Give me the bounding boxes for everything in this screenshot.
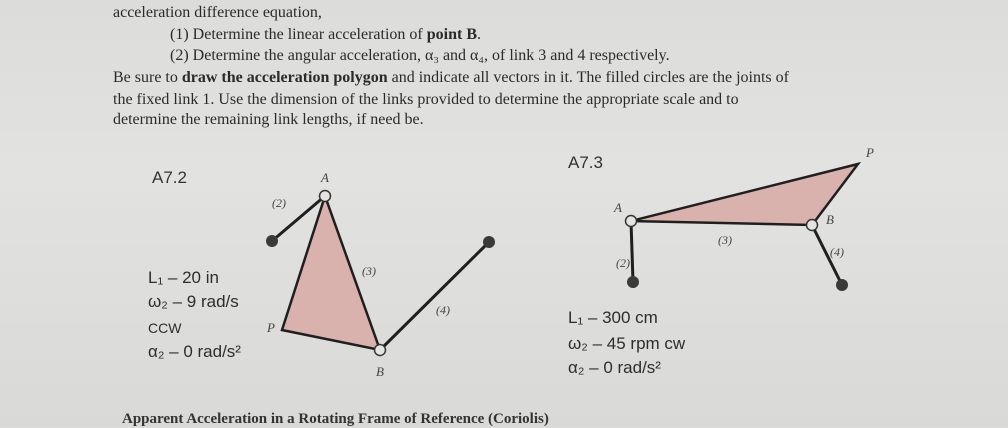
fixed-joint-a72-crank [266,235,278,247]
given-a72-omega2: ω₂ – 9 rad/s [148,292,239,311]
paragraph-line-1: Be sure to draw the acceleration polygon and indicate all vectors in it. The filled circles are the joints of [113,69,789,86]
given-a72-L1: L₁ – 20 in [148,268,219,287]
link-label-a73-2: (2) [616,256,630,270]
item-2: (2) Determine the angular acceleration, α₃ and α₄, of link 3 and 4 respectively. [170,47,670,64]
given-a72-direction: CCW [148,320,182,336]
rocker-link-4-a72 [380,242,489,350]
pin-joint-a73-A [626,216,637,227]
paragraph-line-3: determine the remaining link lengths, if need be. [113,111,424,128]
fixed-joint-a72-rocker [483,236,495,248]
pin-joint-a72-B [375,345,386,356]
given-a73-alpha2: α₂ – 0 rad/s² [568,358,661,377]
fixed-joint-a73-crank [627,276,639,288]
problem-id-a72: A7.2 [152,168,187,187]
point-label-a72-A: A [321,170,329,185]
link-label-a72-4: (4) [436,303,450,317]
point-label-a73-P: P [866,145,874,160]
given-a73-omega2: ω₂ – 45 rpm cw [568,334,686,353]
link-label-a72-2: (2) [272,196,286,210]
given-a72-alpha2: α₂ – 0 rad/s² [148,342,241,361]
link-label-a73-3: (3) [718,233,732,247]
paragraph-line-2: the fixed link 1. Use the dimension of the links provided to determine the appropriate scale and to [113,91,739,108]
point-label-a73-B: B [826,212,834,227]
crank-link-2-a73 [631,221,633,282]
next-section-heading: Apparent Acceleration in a Rotating Frame of Reference (Coriolis) [122,411,549,427]
mechanism-a73 [626,164,859,291]
coupler-link-3-a73 [631,164,858,225]
point-label-a72-B: B [376,364,384,379]
point-label-a73-A: A [614,200,622,215]
link-label-a72-3: (3) [362,264,376,278]
mechanism-a72 [266,191,495,356]
fixed-joint-a73-rocker [836,279,848,291]
item-1: (1) Determine the linear acceleration of point B. [170,26,481,43]
link-label-a73-4: (4) [830,245,844,259]
point-label-a72-P: P [267,320,275,335]
pin-joint-a72-A [320,191,331,202]
given-a73-L1: L₁ – 300 cm [568,308,658,327]
problem-id-a73: A7.3 [568,153,603,172]
pin-joint-a73-B [807,220,818,231]
statement-line-1: acceleration difference equation, [113,4,322,21]
